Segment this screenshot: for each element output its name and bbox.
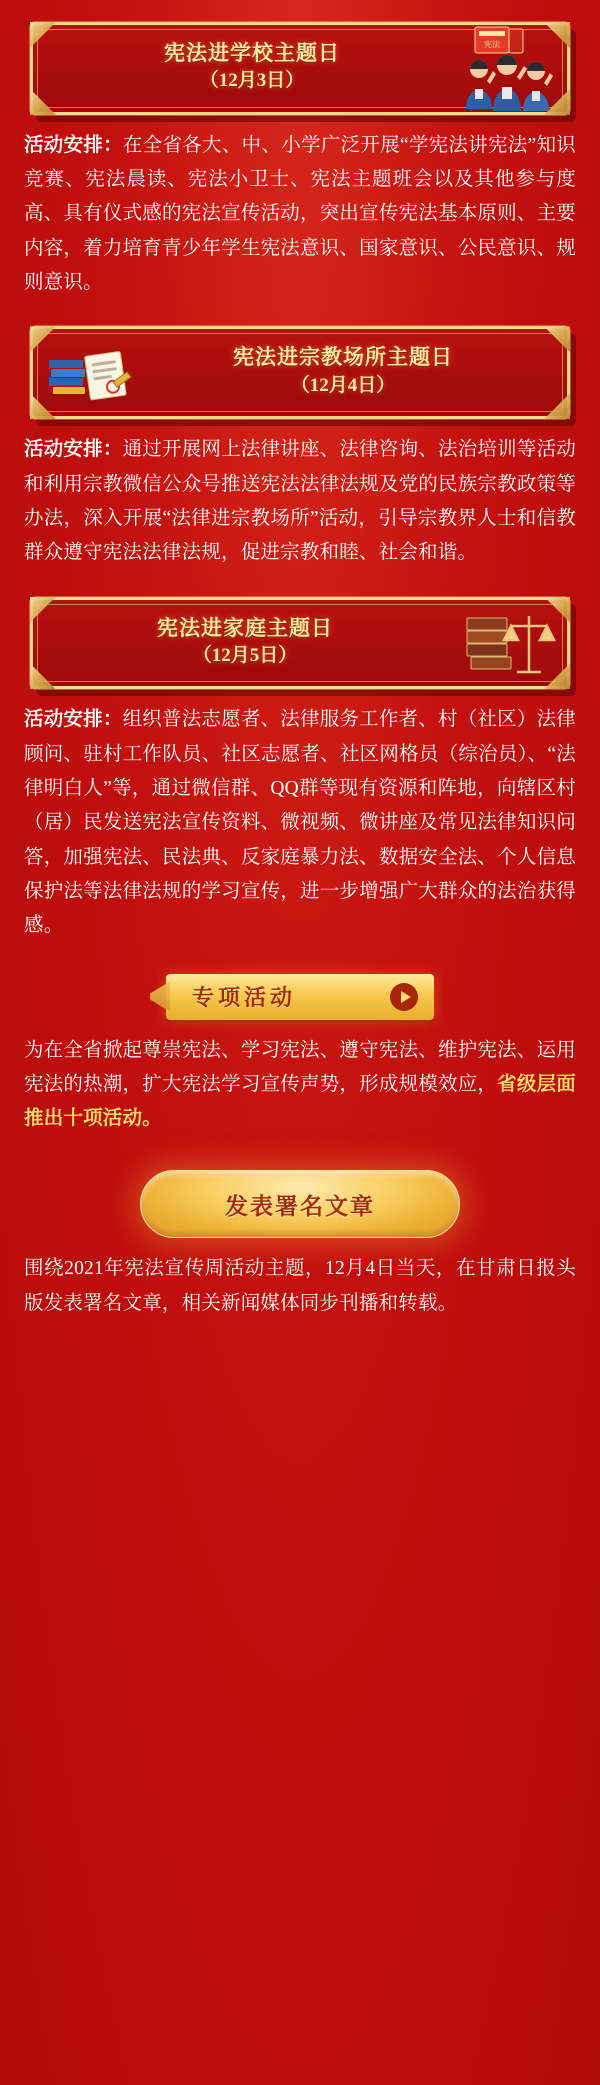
banner-frame <box>30 597 570 690</box>
section-banner-religious <box>30 326 570 419</box>
paragraph-family <box>24 703 576 943</box>
paragraph-religious <box>24 433 576 570</box>
special-activity-label: 专项活动 <box>192 985 297 1011</box>
banner-text-block <box>51 614 549 671</box>
special-activity-heading <box>0 974 600 1020</box>
special-activity-intro-text: 为在全省掀起尊崇宪法、学习宪法、遵守宪法、维护宪法、运用宪法的热潮，扩大宪法学习宣传声势，形成规模效应， <box>24 1039 576 1095</box>
paragraph-lead: 活动安排： <box>24 709 123 731</box>
activity-item-description-text: 围绕2021年宪法宣传周活动主题，12月4日当天，在甘肃日报头版发表署名文章，相关新闻媒体同步刊播和转载。 <box>24 1258 576 1314</box>
section-banner-school <box>30 22 570 115</box>
special-activity-intro <box>24 1034 576 1137</box>
banner-text-block <box>51 343 549 400</box>
banner-title: 宪法进宗教场所主题日 <box>233 345 453 370</box>
banner-subtitle: （12月5日） <box>192 644 298 666</box>
paragraph-body: 通过开展网上法律讲座、法律咨询、法治培训等活动和利用宗教微信公众号推送宪法法律法规及党的民族宗教政策等办法，深入开展“法律进宗教场所”活动，引导宗教界人士和信教群众遵守宪法法律法规，促进宗教和睦、社会和谐。 <box>24 439 576 564</box>
banner-subtitle: （12月4日） <box>290 374 396 396</box>
banner-subtitle: （12月3日） <box>199 70 305 92</box>
special-activity-intro-highlight: 省级层面推出十项活动。 <box>24 1073 576 1130</box>
banner-frame <box>30 326 570 419</box>
paragraph-body: 在全省各大、中、小学广泛开展“学宪法讲宪法”知识竞赛、宪法晨读、宪法小卫士、宪法主题班会以及其他参与度高、具有仪式感的宪法宣传活动，突出宣传宪法基本原则、主要内容，着力培育青少年学生宪法意识、国家意识、公民意识、规则意识。 <box>24 134 576 294</box>
banner-frame <box>30 22 570 115</box>
svg-text:宪法: 宪法 <box>484 40 500 50</box>
publish-signed-article-button[interactable] <box>140 1170 460 1238</box>
banner-text-block <box>51 39 549 96</box>
play-icon[interactable] <box>390 983 418 1011</box>
banner-title: 宪法进家庭主题日 <box>157 615 333 640</box>
paragraph-lead: 活动安排： <box>24 134 123 156</box>
activity-item-description <box>24 1252 576 1321</box>
special-activity-bar[interactable] <box>166 974 434 1020</box>
paragraph-school <box>24 129 576 301</box>
paragraph-lead: 活动安排： <box>24 439 123 461</box>
activity-item-button-wrap <box>0 1170 600 1238</box>
section-banner-family <box>30 597 570 690</box>
paragraph-body: 组织普法志愿者、法律服务工作者、村（社区）法律顾问、驻村工作队员、社区志愿者、社区网格员（综治员）、“法律明白人”等，通过微信群、QQ群等现有资源和阵地，向辖区村（居）民发送宪法宣传资料、微视频、微讲座及常见法律知识问答，加强宪法、民法典、反家庭暴力法、数据安全法、个人信息保护法等法律法规的学习宣传，进一步增强广大群众的法治获得感。 <box>24 709 576 937</box>
banner-title: 宪法进学校主题日 <box>164 41 340 65</box>
publish-signed-article-label: 发表署名文章 <box>225 1193 375 1219</box>
